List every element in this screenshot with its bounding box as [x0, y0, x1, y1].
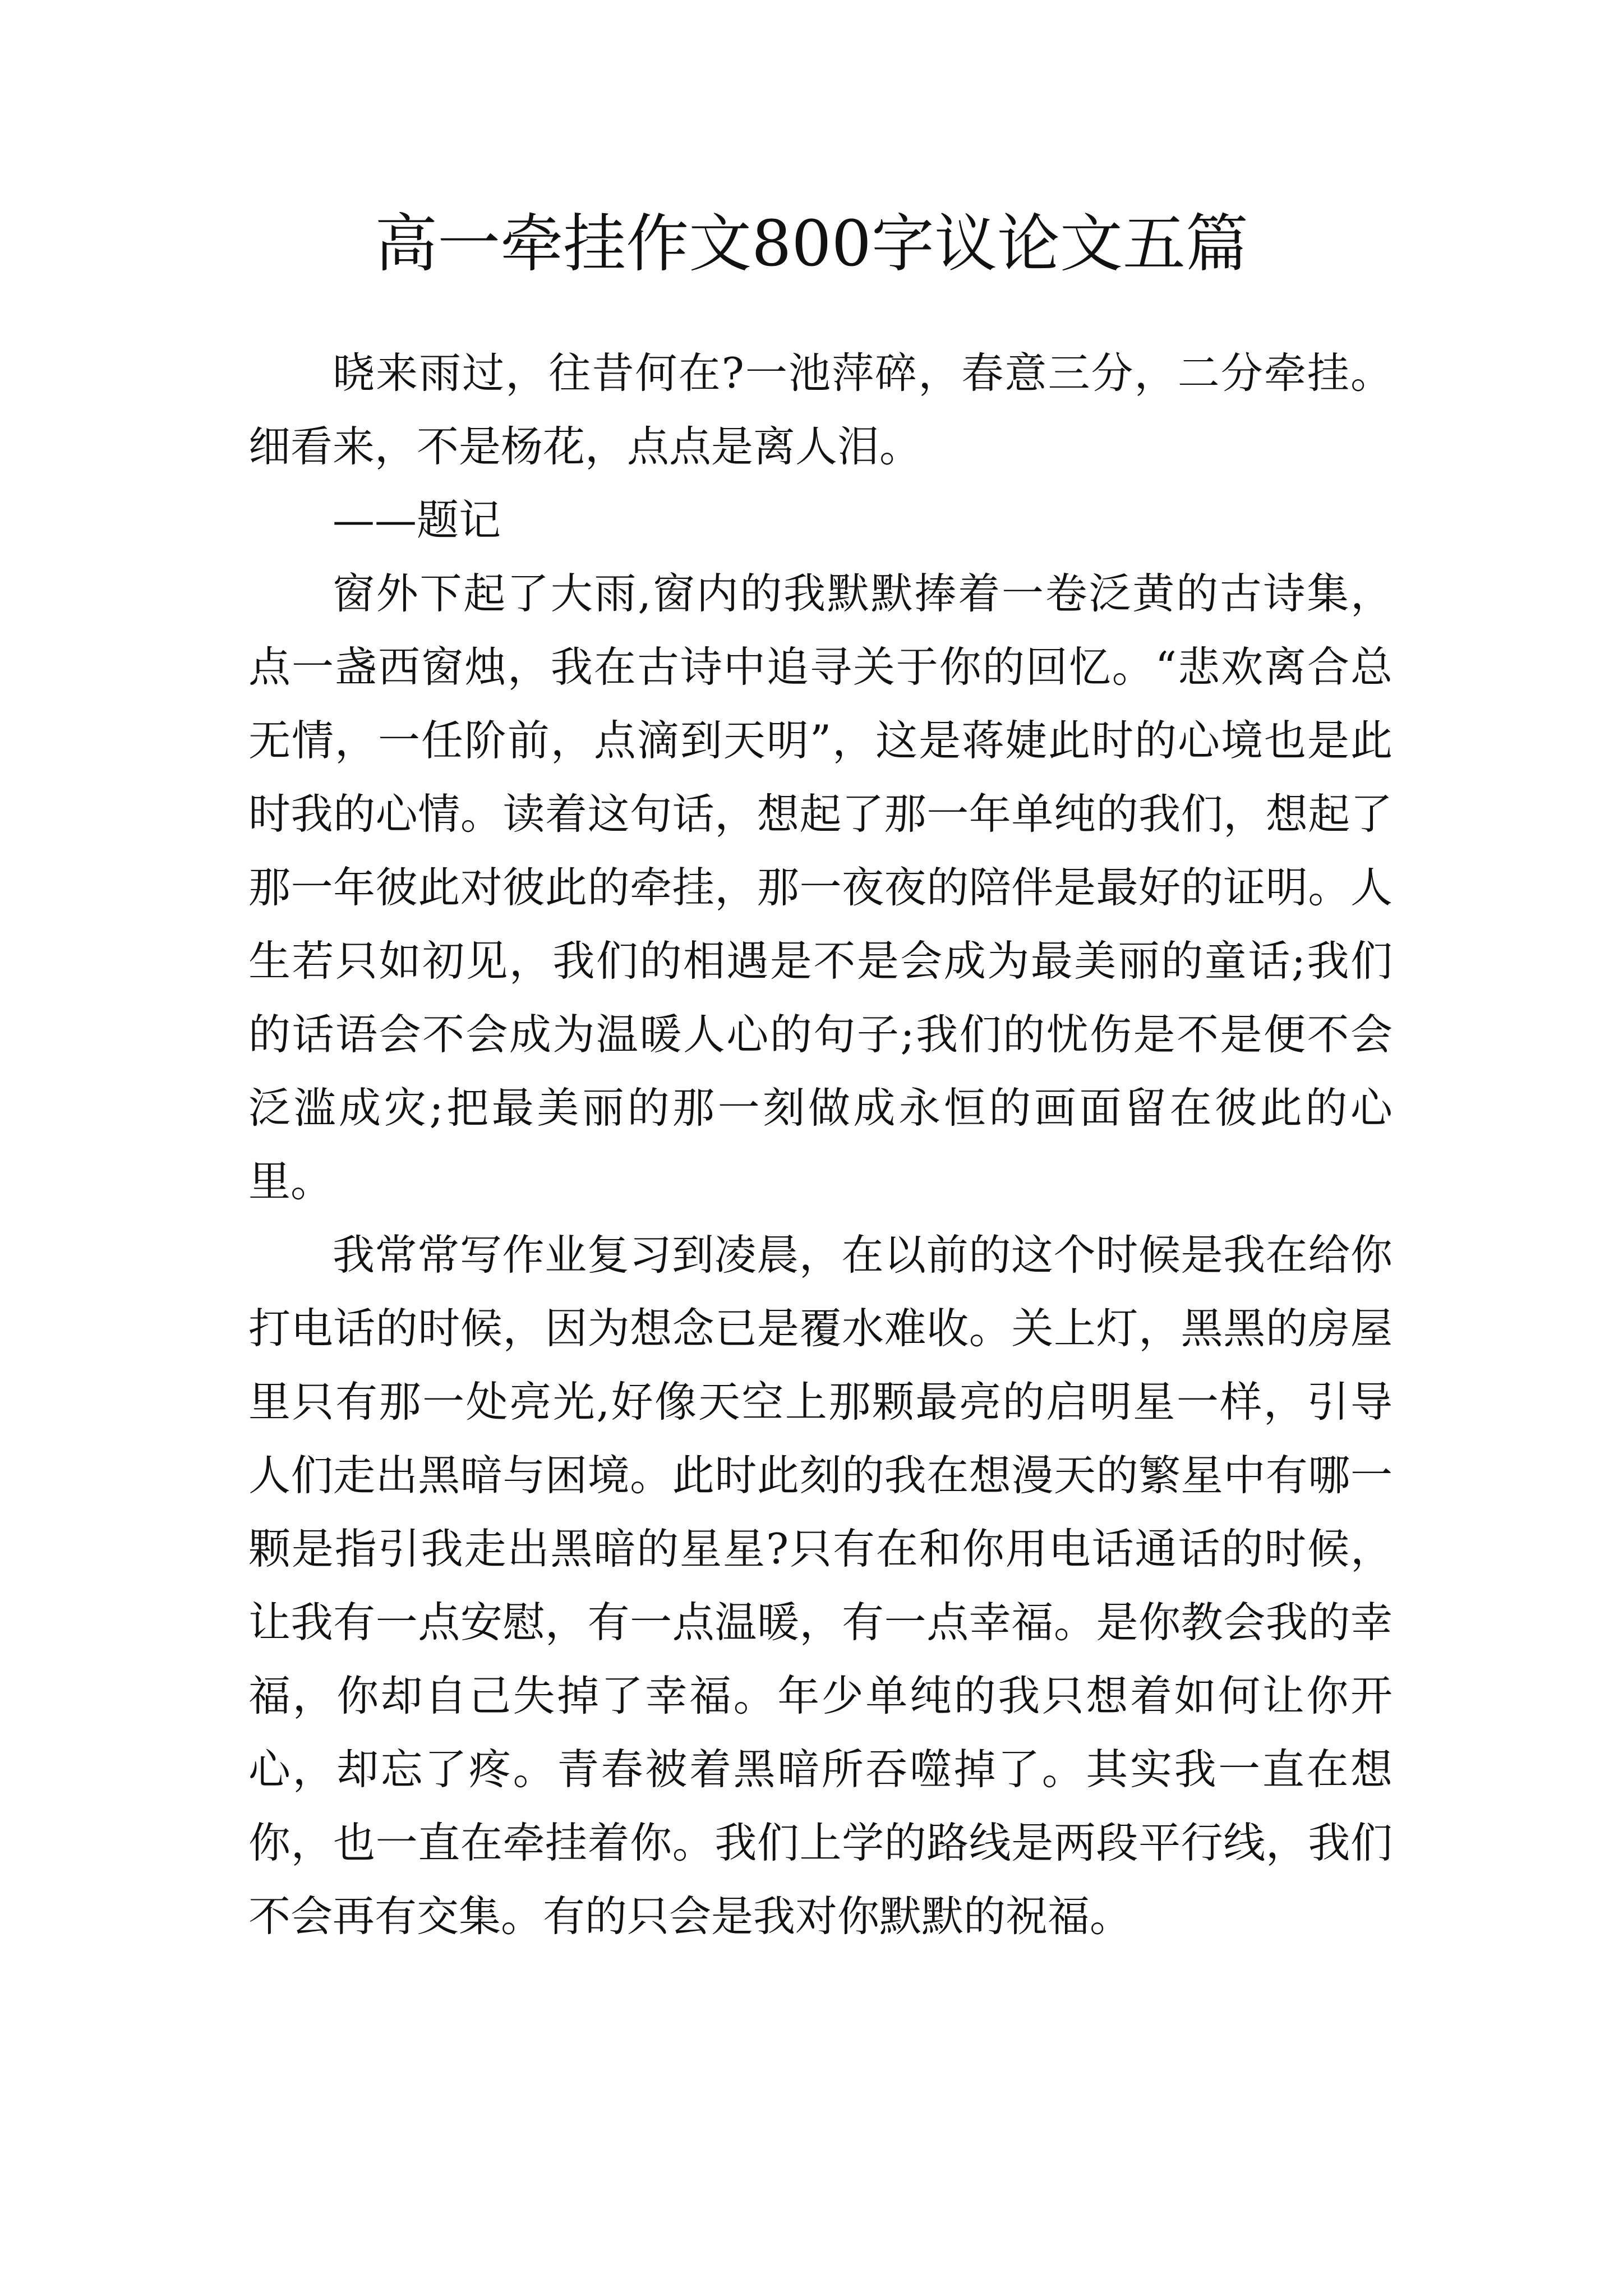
paragraph-epigraph-attribution: ——题记	[333, 495, 501, 545]
paragraph-body: 我常常写作业复习到凌晨，在以前的这个时候是我在给你打电话的时候，因为想念已是覆水难收。关上灯，黑黑的房屋里只有那一处亮光,好像天空上那颗最亮的启明星一样，引导人们走出黑暗与困境。此时此刻的我在想漫天的繁星中有哪一颗是指引我走出黑暗的星星?只有在和你用电话通话的时候，让我有一点安慰，有一点温暖，有一点幸福。是你教会我的幸福，你却自己失掉了幸福。年少单纯的我只想着如何让你开心，却忘了疼。青春被着黑暗所吞噬掉了。其实我一直在想你，也一直在牵挂着你。我们上学的路线是两段平行线，我们不会再有交集。有的只会是我对你默默的祝福。	[248, 1230, 1393, 1941]
document-title: 高一牵挂作文800字议论文五篇	[375, 208, 1248, 280]
document-body	[248, 337, 1393, 1953]
paragraph-epigraph: 晓来雨过，往昔何在?一池萍碎，春意三分，二分牵挂。细看来，不是杨花，点点是离人泪。	[248, 348, 1393, 471]
paragraph-body: 窗外下起了大雨,窗内的我默默捧着一卷泛黄的古诗集，点一盏西窗烛，我在古诗中追寻关于你的回忆。“悲欢离合总无情，一任阶前，点滴到天明”，这是蒋婕此时的心境也是此时我的心情。读着这句话，想起了那一年单纯的我们，想起了那一年彼此对彼此的牵挂，那一夜夜的陪伴是最好的证明。人生若只如初见，我们的相遇是不是会成为最美丽的童话;我们的话语会不会成为温暖人心的句子;我们的忧伤是不是便不会泛滥成灾;把最美丽的那一刻做成永恒的画面留在彼此的心里。	[248, 569, 1393, 1206]
